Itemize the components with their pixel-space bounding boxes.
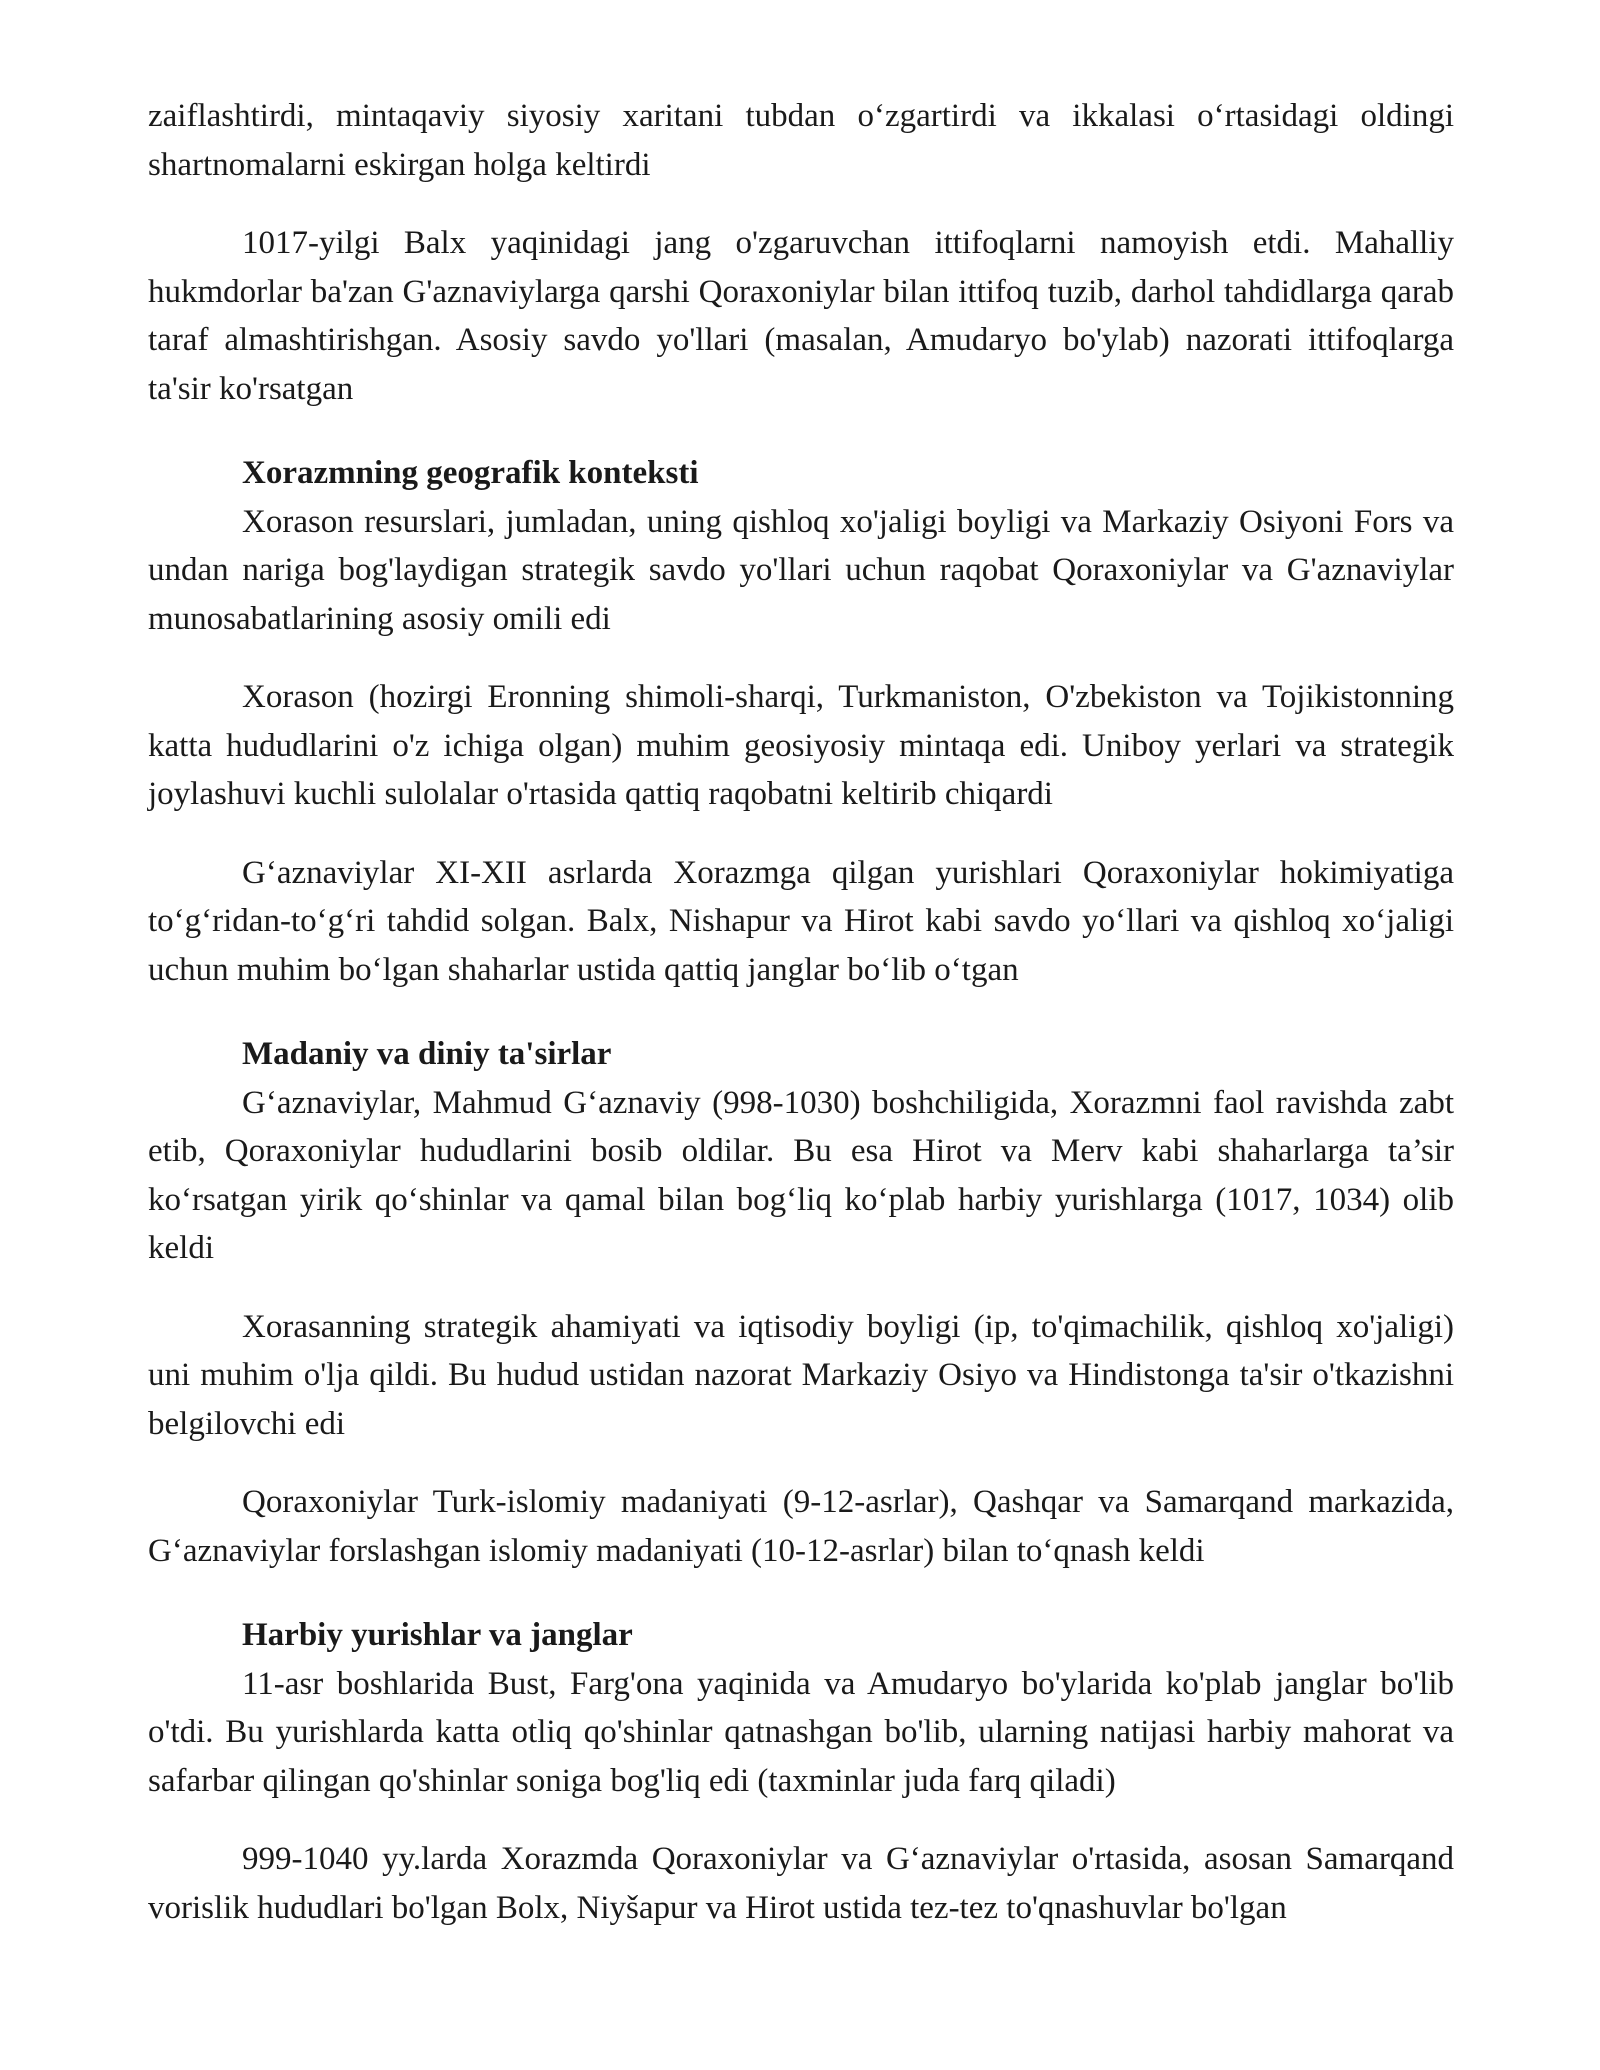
section-heading-culture: Madaniy va diniy ta'sirlar [242, 1036, 612, 1072]
paragraph-conflicts-999-1040: 999-1040 yy.larda Xorazmda Qoraxoniylar va G‘aznaviylar o'rtasida, asosan Samarqand vorislik hududlari bo'lgan Bolx, Niyšapur va Hirot ustida tez-tez to'qnashuvlar bo'lgan [148, 1841, 1454, 1926]
paragraph-mahmud-conquest: G‘aznaviylar, Mahmud G‘aznaviy (998-1030) boshchiligida, Xorazmni faol ravishda zabt etib, Qoraxoniylar hududlarini bosib oldilar. Bu esa Hirot va Merv kabi shaharlarga ta’sir ko‘rsatgan yirik qo‘shinlar va qamal bilan bog‘liq ko‘plab harbiy yurishlarga (1017, 1034) olib keldi [148, 1084, 1454, 1266]
paragraph-xorasan-importance: Xorasanning strategik ahamiyati va iqtisodiy boyligi (ip, to'qimachilik, qishloq xo'jaligi) uni muhim o'lja qildi. Bu hudud ustidan nazorat Markaziy Osiyo va Hindistonga ta'sir o'tkazishni belgilovchi edi [148, 1308, 1454, 1442]
paragraph-balx-battle: 1017-yilgi Balx yaqinidagi jang o'zgaruvchan ittifoqlarni namoyish etdi. Mahalliy hukmdorlar ba'zan G'aznaviylarga qarshi Qoraxoniylar bilan ittifoq tuzib, darhol tahdidlarga qarab taraf almashtirishgan. Asosiy savdo yo'llari (masalan, Amudaryo bo'ylab) nazorati ittifoqlarga ta'sir ko'rsatgan [148, 225, 1454, 407]
section-heading-military: Harbiy yurishlar va janglar [242, 1617, 633, 1653]
paragraph-early-battles: 11-asr boshlarida Bust, Farg'ona yaqinida va Amudaryo bo'ylarida ko'plab janglar bo'lib o'tdi. Bu yurishlarda katta otliq qo'shinlar qatnashgan bo'lib, ularning natijasi harbiy mahorat va safarbar qilingan qo'shinlar soniga bog'liq edi (taxminlar juda farq qiladi) [148, 1665, 1454, 1799]
document-page [148, 92, 1454, 1932]
section-heading-geography: Xorazmning geografik konteksti [242, 455, 699, 491]
paragraph-xorason-region: Xorason (hozirgi Eronning shimoli-sharqi, Turkmaniston, O'zbekiston va Tojikistonning katta hududlarini o'z ichiga olgan) muhim geosiyosiy mintaqa edi. Uniboy yerlari va strategik joylashuvi kuchli sulolalar o'rtasida qattiq raqobatni keltirib chiqardi [148, 679, 1454, 812]
paragraph-gaznaviy-campaigns: G‘aznaviylar XI-XII asrlarda Xorazmga qilgan yurishlari Qoraxoniylar hokimiyatiga to‘g‘ridan-to‘g‘ri tahdid solgan. Balx, Nishapur va Hirot kabi savdo yo‘llari va qishloq xo‘jaligi uchun muhim bo‘lgan shaharlar ustida qattiq janglar bo‘lib o‘tgan [148, 854, 1454, 988]
paragraph-cultural-clash: Qoraxoniylar Turk-islomiy madaniyati (9-12-asrlar), Qashqar va Samarqand markazida, G‘aznaviylar forslashgan islomiy madaniyati (10-12-asrlar) bilan to‘qnash keldi [148, 1484, 1454, 1569]
paragraph-continuation: zaiflashtirdi, mintaqaviy siyosiy xaritani tubdan o‘zgartirdi va ikkalasi o‘rtasidagi oldingi shartnomalarni eskirgan holga keltirdi [148, 98, 1454, 183]
paragraph-xorason-resources: Xorason resurslari, jumladan, uning qishloq xo'jaligi boyligi va Markaziy Osiyoni Fors va undan nariga bog'laydigan strategik savdo yo'llari uchun raqobat Qoraxoniylar va G'aznaviylar munosabatlarining asosiy omili edi [148, 503, 1454, 637]
